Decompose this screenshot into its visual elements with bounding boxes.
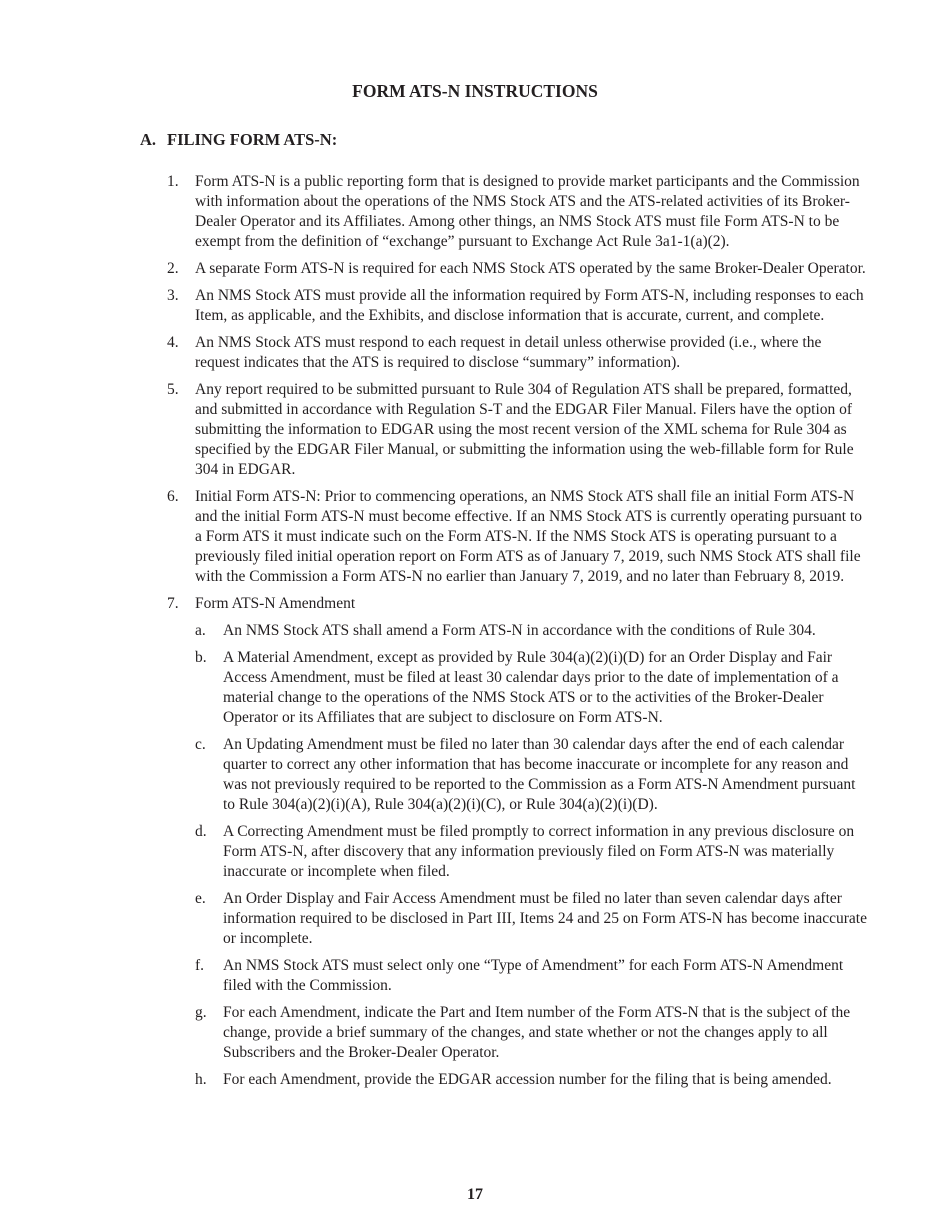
sub-item-text: An Order Display and Fair Access Amendment must be filed no later than seven calendar days after information required to be disclosed in Part III, Items 24 and 25 on Form ATS-N has become inaccurate or incomplete. bbox=[223, 890, 867, 947]
sub-item-text: For each Amendment, indicate the Part and Item number of the Form ATS-N that is the subject of the change, provide a brief summary of the changes, and state whether or not the changes apply to all Subscribers and the Broker-Dealer Operator. bbox=[223, 1004, 851, 1061]
section-letter: A. bbox=[140, 130, 157, 149]
sub-item-letter: g. bbox=[195, 1004, 207, 1021]
item-number: 5. bbox=[167, 381, 179, 398]
page-number: 17 bbox=[467, 1186, 483, 1203]
sub-item-text: For each Amendment, provide the EDGAR accession number for the filing that is being amended. bbox=[223, 1071, 832, 1088]
item-text: Initial Form ATS-N: Prior to commencing operations, an NMS Stock ATS shall file an initial Form ATS-N and the initial Form ATS-N must become effective. If an NMS Stock ATS is currently operating pursuant to a Form ATS it must indicate such on the Form ATS-N. If the NMS Stock ATS is operating pursuant to a previously filed initial operation report on Form ATS as of January 7, 2019, such NMS Stock ATS shall file with the Commission a Form ATS-N no earlier than January 7, 2019, and no later than February 8, 2019. bbox=[195, 488, 862, 585]
list-item bbox=[167, 259, 867, 279]
sub-item-text: An Updating Amendment must be filed no later than 30 calendar days after the end of each calendar quarter to correct any other information that has become inaccurate or incomplete for any reason and was not previously required to be reported to the Commission as a Form ATS-N Amendment pursuant to Rule 304(a)(2)(i)(A), Rule 304(a)(2)(i)(C), or Rule 304(a)(2)(i)(D). bbox=[223, 736, 856, 813]
sub-list-item bbox=[195, 648, 867, 728]
sub-item-text: A Material Amendment, except as provided by Rule 304(a)(2)(i)(D) for an Order Display and Fair Access Amendment, must be filed at least 30 calendar days prior to the date of implementation of a material change to the operations of the NMS Stock ATS or to the activities of the Broker-Dealer Operator or its Affiliates that are subject to disclosure on Form ATS-N. bbox=[223, 649, 839, 726]
item-number: 4. bbox=[167, 334, 179, 351]
sub-list-item bbox=[195, 822, 867, 882]
sub-item-letter: h. bbox=[195, 1071, 207, 1088]
sub-item-text: An NMS Stock ATS must select only one “Type of Amendment” for each Form ATS-N Amendment filed with the Commission. bbox=[223, 957, 844, 994]
list-item bbox=[167, 594, 867, 1090]
instruction-list bbox=[167, 172, 867, 1097]
list-item bbox=[167, 380, 867, 480]
sub-item-letter: a. bbox=[195, 622, 206, 639]
item-text: Form ATS-N Amendment bbox=[195, 595, 356, 612]
sub-list-item bbox=[195, 621, 867, 641]
sub-list-item bbox=[195, 1003, 867, 1063]
item-number: 7. bbox=[167, 595, 179, 612]
item-number: 1. bbox=[167, 173, 179, 190]
list-item bbox=[167, 333, 867, 373]
list-item bbox=[167, 487, 867, 587]
sub-item-text: A Correcting Amendment must be filed promptly to correct information in any previous disclosure on Form ATS-N, after discovery that any information previously filed on Form ATS-N was materially inaccurate or incomplete when filed. bbox=[223, 823, 855, 880]
sub-item-letter: f. bbox=[195, 957, 205, 974]
sub-item-text: An NMS Stock ATS shall amend a Form ATS-N in accordance with the conditions of Rule 304. bbox=[223, 622, 816, 639]
item-text: Any report required to be submitted pursuant to Rule 304 of Regulation ATS shall be prepared, formatted, and submitted in accordance with Regulation S-T and the EDGAR Filer Manual. Filers have the option of submitting the information to EDGAR using the most recent version of the XML schema for Rule 304 as specified by the EDGAR Filer Manual, or submitting the information using the web-fillable form for Rule 304 in EDGAR. bbox=[195, 381, 854, 478]
sub-item-letter: e. bbox=[195, 890, 206, 907]
section-heading bbox=[140, 130, 337, 150]
item-text: An NMS Stock ATS must provide all the information required by Form ATS-N, including responses to each Item, as applicable, and the Exhibits, and disclose information that is accurate, current, and complete. bbox=[195, 287, 864, 324]
list-item bbox=[167, 172, 867, 252]
sub-item-letter: d. bbox=[195, 823, 207, 840]
item-text: A separate Form ATS-N is required for each NMS Stock ATS operated by the same Broker-Dealer Operator. bbox=[195, 260, 866, 277]
page-title: FORM ATS-N INSTRUCTIONS bbox=[352, 81, 598, 101]
item-number: 6. bbox=[167, 488, 179, 505]
section-heading-text: FILING FORM ATS-N: bbox=[167, 130, 338, 149]
item-number: 3. bbox=[167, 287, 179, 304]
sub-list-item bbox=[195, 889, 867, 949]
sub-item-letter: b. bbox=[195, 649, 207, 666]
item-text: Form ATS-N is a public reporting form that is designed to provide market participants and the Commission with information about the operations of the NMS Stock ATS and the ATS-related activities of its Broker-Dealer Operator and its Affiliates. Among other things, an NMS Stock ATS must file Form ATS-N to be exempt from the definition of “exchange” pursuant to Exchange Act Rule 3a1-1(a)(2). bbox=[195, 173, 860, 250]
sub-list-item bbox=[195, 956, 867, 996]
sub-list bbox=[195, 621, 867, 1090]
item-number: 2. bbox=[167, 260, 179, 277]
sub-list-item bbox=[195, 735, 867, 815]
item-text: An NMS Stock ATS must respond to each request in detail unless otherwise provided (i.e., where the request indicates that the ATS is required to disclose “summary” information). bbox=[195, 334, 822, 371]
sub-list-item bbox=[195, 1070, 867, 1090]
sub-item-letter: c. bbox=[195, 736, 206, 753]
list-item bbox=[167, 286, 867, 326]
